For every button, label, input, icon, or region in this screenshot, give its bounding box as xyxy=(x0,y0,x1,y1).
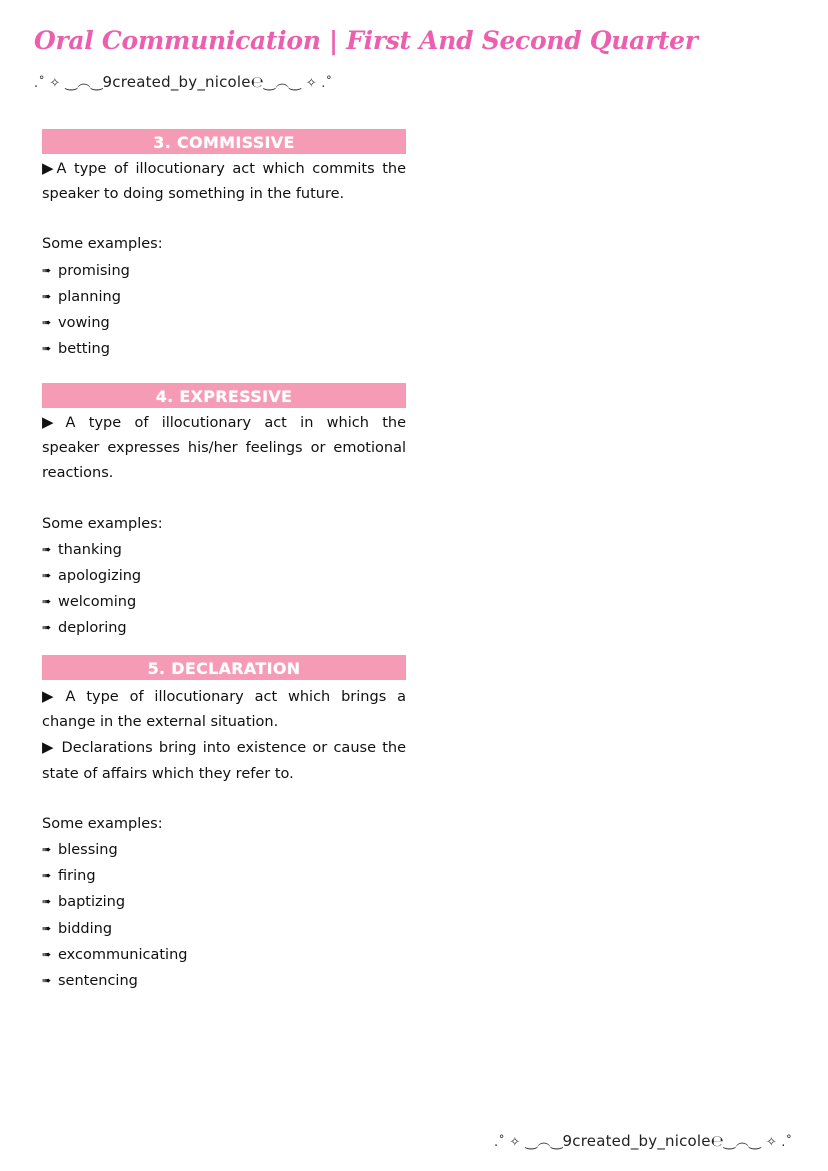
example-item: ➠ firing xyxy=(42,863,406,889)
example-item: ➠ bidding xyxy=(42,916,406,942)
triangle-bullet-icon: ▶ xyxy=(42,159,54,177)
example-item: ➠ thanking xyxy=(42,537,406,563)
example-item: ➠ sentencing xyxy=(42,968,406,994)
sparkle-icon: .˚ ✧ xyxy=(34,76,61,91)
arrow-icon: ➠ xyxy=(42,947,50,961)
section-declaration xyxy=(42,655,406,994)
arrow-icon: ➠ xyxy=(42,289,50,303)
wave-decoration-icon: ‿︵‿ xyxy=(263,75,301,91)
definition-paragraph: ▶ A type of illocutionary act in which the speaker expresses his/her feelings or emotional reactions. xyxy=(42,410,406,487)
arrow-icon: ➠ xyxy=(42,895,50,909)
arrow-icon: ➠ xyxy=(42,263,50,277)
example-item: ➠ apologizing xyxy=(42,563,406,589)
triangle-bullet-icon: ▶ xyxy=(42,413,54,431)
signature-text: 9created_by_nicole℮ xyxy=(562,1132,724,1150)
sparkle-icon: ✧ .˚ xyxy=(765,1135,793,1150)
sparkle-icon: .˚ ✧ xyxy=(494,1135,521,1150)
example-item: ➠ blessing xyxy=(42,837,406,863)
example-item: ➠ deploring xyxy=(42,615,406,641)
examples-label: Some examples: xyxy=(42,815,163,832)
example-item: ➠ baptizing xyxy=(42,889,406,915)
triangle-bullet-icon: ▶ xyxy=(42,687,54,705)
definition-paragraph: ▶ A type of illocutionary act which commits the speaker to doing something in the future. xyxy=(42,156,406,207)
examples-label: Some examples: xyxy=(42,515,163,532)
arrow-icon: ➠ xyxy=(42,542,50,556)
example-item: ➠ vowing xyxy=(42,310,406,336)
page-title: Oral Communication | First And Second Quarter xyxy=(34,26,698,55)
section-heading: 3. COMMISSIVE xyxy=(42,129,406,154)
section-commissive xyxy=(42,129,406,362)
arrow-icon: ➠ xyxy=(42,342,50,356)
example-item: ➠ welcoming xyxy=(42,589,406,615)
arrow-icon: ➠ xyxy=(42,843,50,857)
wave-decoration-icon: ‿︵‿ xyxy=(65,75,103,91)
section-expressive xyxy=(42,383,406,642)
examples-label: Some examples: xyxy=(42,236,163,253)
example-item: ➠ planning xyxy=(42,284,406,310)
arrow-icon: ➠ xyxy=(42,595,50,609)
triangle-bullet-icon: ▶ xyxy=(42,738,54,757)
wave-decoration-icon: ‿︵‿ xyxy=(723,1134,761,1150)
sparkle-icon: ✧ .˚ xyxy=(305,76,333,91)
example-item: ➠ excommunicating xyxy=(42,942,406,968)
arrow-icon: ➠ xyxy=(42,921,50,935)
definition-paragraph: ▶ Declarations bring into existence or cause the state of affairs which they refer to. xyxy=(42,735,406,786)
footer-signature xyxy=(494,1131,792,1151)
arrow-icon: ➠ xyxy=(42,621,50,635)
definition-paragraph: ▶ A type of illocutionary act which brings a change in the external situation. xyxy=(42,684,406,735)
section-heading: 4. EXPRESSIVE xyxy=(42,383,406,408)
wave-decoration-icon: ‿︵‿ xyxy=(525,1134,563,1150)
example-item: ➠ betting xyxy=(42,336,406,362)
arrow-icon: ➠ xyxy=(42,569,50,583)
example-item: ➠ promising xyxy=(42,258,406,284)
arrow-icon: ➠ xyxy=(42,869,50,883)
arrow-icon: ➠ xyxy=(42,974,50,988)
author-signature xyxy=(34,72,332,92)
signature-text: 9created_by_nicole℮ xyxy=(102,73,264,91)
section-heading: 5. DECLARATION xyxy=(42,655,406,680)
arrow-icon: ➠ xyxy=(42,316,50,330)
